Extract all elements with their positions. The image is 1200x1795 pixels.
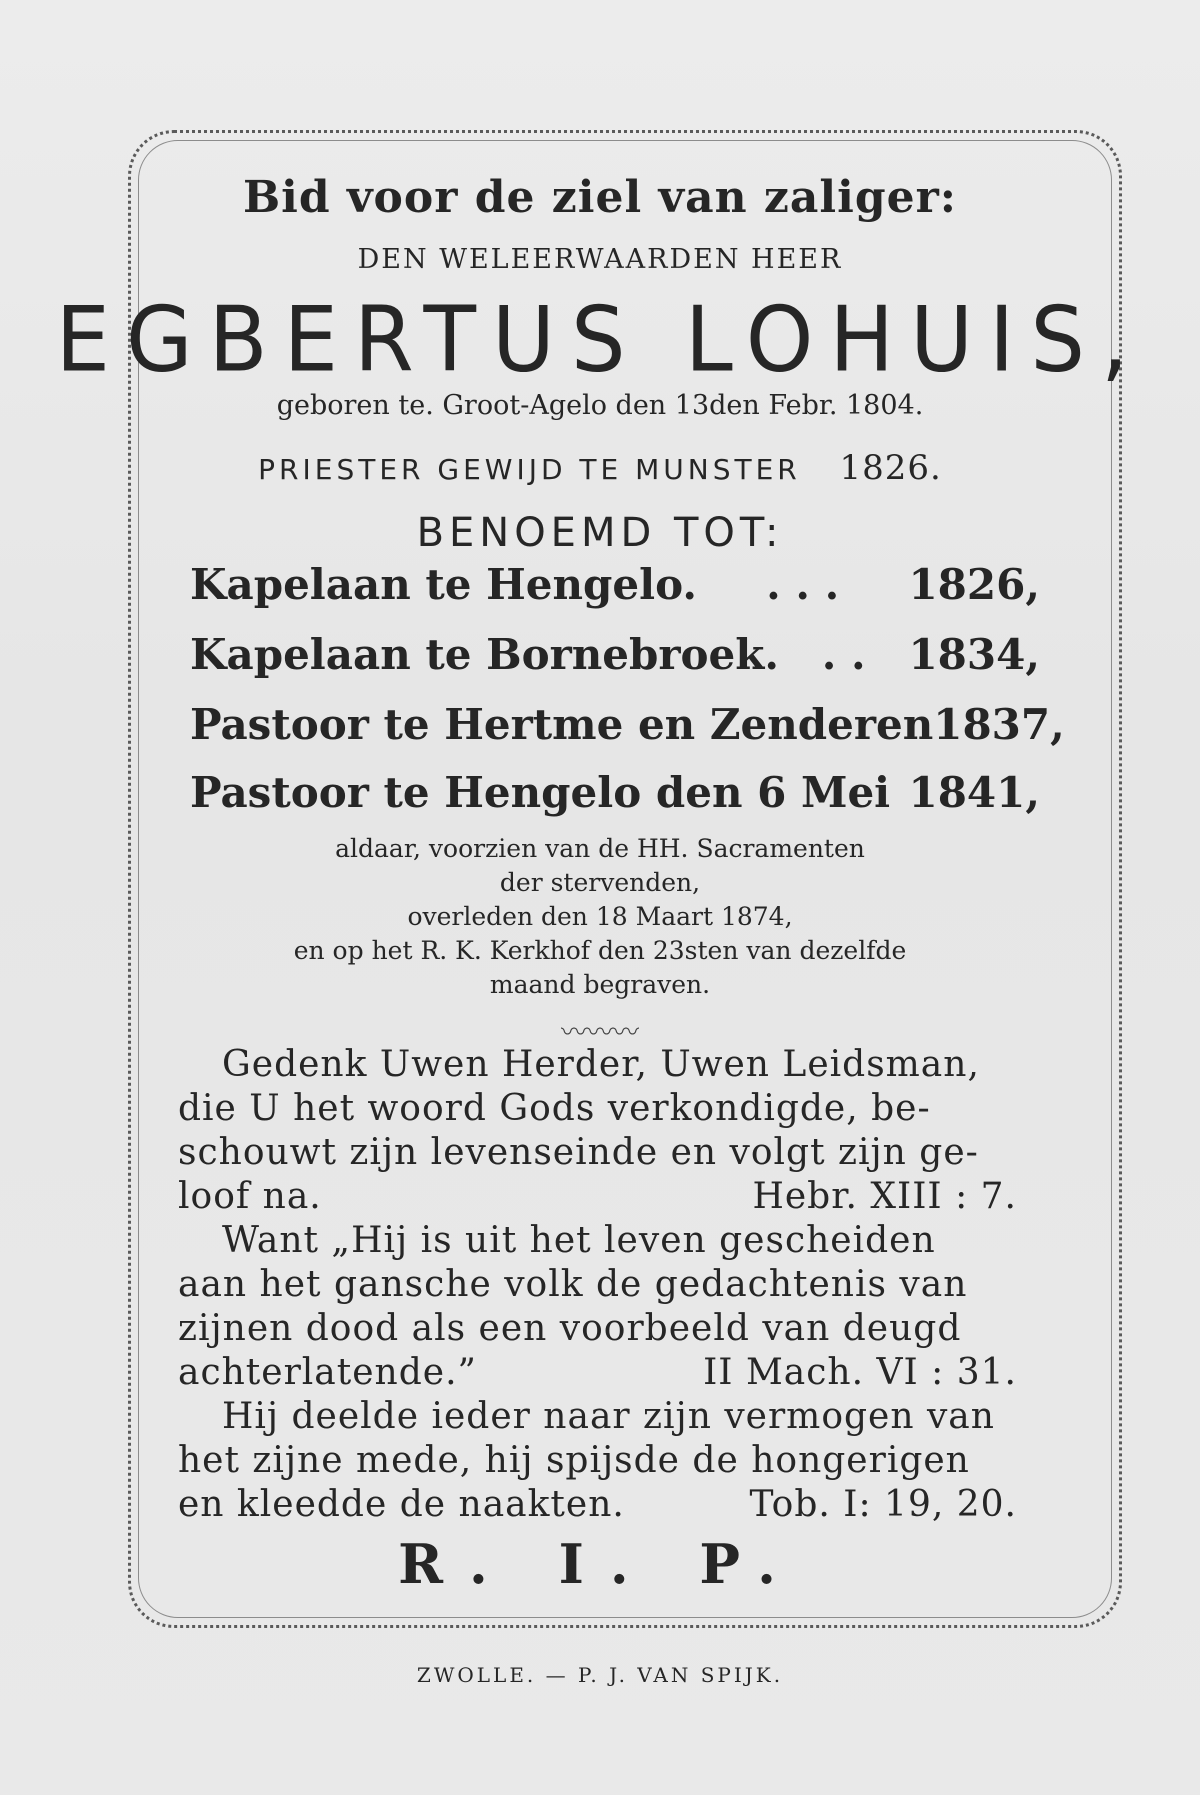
verse-line xyxy=(178,1396,1073,1437)
verse-text: Gedenk Uwen Herder, Uwen Leidsman, xyxy=(222,1044,980,1085)
wave-separator: 〰〰〰 xyxy=(560,1018,639,1048)
verse-text: loof na. xyxy=(178,1176,322,1217)
appointment-dots: . . . xyxy=(766,560,840,609)
verse-line xyxy=(178,1308,1073,1349)
verse-line xyxy=(178,1352,1073,1393)
verse-text: het zijne mede, hij spijsde de hongerigen xyxy=(178,1440,970,1481)
verse-text: Hij deelde ieder naar zijn vermogen van xyxy=(222,1396,995,1437)
appointment-dots: . . xyxy=(821,630,866,679)
rip-inscription: R. I. P. xyxy=(398,1532,802,1596)
appointment-row xyxy=(190,700,1065,749)
verse-text: achterlatende.” xyxy=(178,1352,477,1393)
deceased-name: EGBERTUS LOHUIS, xyxy=(55,287,1145,393)
verse-text: aan het gansche volk de gedachtenis van xyxy=(178,1264,968,1305)
death-line: aldaar, voorzien van de HH. Sacramenten xyxy=(335,834,865,863)
verse-ref: II Mach. VI : 31. xyxy=(703,1352,1017,1393)
prayer-heading: Bid voor de ziel van zaliger: xyxy=(242,172,958,223)
verse-text: die U het woord Gods verkondigde, be- xyxy=(178,1088,931,1129)
verse-line xyxy=(178,1132,1073,1173)
appointment-year: 1841, xyxy=(908,768,1040,817)
appointment-year: 1826, xyxy=(908,560,1040,609)
death-line: maand begraven. xyxy=(489,970,711,999)
honorific-title: DEN WELEERWAARDEN HEER xyxy=(357,244,843,275)
verse-text: zijnen dood als een voorbeeld van deugd xyxy=(178,1308,962,1349)
ordination-year: 1826. xyxy=(839,448,942,488)
ordination-text: PRIESTER GEWIJD TE MUNSTER xyxy=(258,453,801,486)
death-line: en op het R. K. Kerkhof den 23sten van dezelfde xyxy=(293,936,907,965)
verse-line xyxy=(178,1264,1073,1305)
verse-line xyxy=(178,1440,1073,1481)
appointment-role: Pastoor te Hengelo den 6 Mei xyxy=(190,768,891,817)
appointment-year: 1837, xyxy=(933,700,1065,749)
verse-line xyxy=(178,1176,1073,1217)
printer-imprint: ZWOLLE. — P. J. VAN SPIJK. xyxy=(416,1663,784,1687)
appointed-heading: BENOEMD TOT: xyxy=(416,510,784,556)
appointment-role: Pastoor te Hertme en Zenderen xyxy=(190,700,934,749)
verse-text: Want „Hij is uit het leven gescheiden xyxy=(222,1220,936,1261)
ordination-line xyxy=(0,448,1200,488)
verse-ref: Tob. I: 19, 20. xyxy=(749,1484,1017,1525)
appointment-role: Kapelaan te Hengelo. xyxy=(190,560,697,609)
appointment-year: 1834, xyxy=(908,630,1040,679)
appointment-role: Kapelaan te Bornebroek. xyxy=(190,630,779,679)
appointment-row xyxy=(190,560,1040,609)
verse-text: en kleedde de naakten. xyxy=(178,1484,625,1525)
verse-line xyxy=(178,1220,1073,1261)
appointment-row xyxy=(190,768,1040,817)
verse-line xyxy=(178,1044,1073,1085)
verse-text: schouwt zijn levenseinde en volgt zijn ge- xyxy=(178,1132,979,1173)
verse-ref: Hebr. XIII : 7. xyxy=(752,1176,1017,1217)
death-line: der stervenden, xyxy=(499,868,701,897)
birth-line: geboren te. Groot-Agelo den 13den Febr. 1804. xyxy=(276,390,924,421)
appointment-row xyxy=(190,630,1040,679)
verse-line xyxy=(178,1088,1073,1129)
death-line: overleden den 18 Maart 1874, xyxy=(407,902,793,931)
verse-line xyxy=(178,1484,1073,1525)
